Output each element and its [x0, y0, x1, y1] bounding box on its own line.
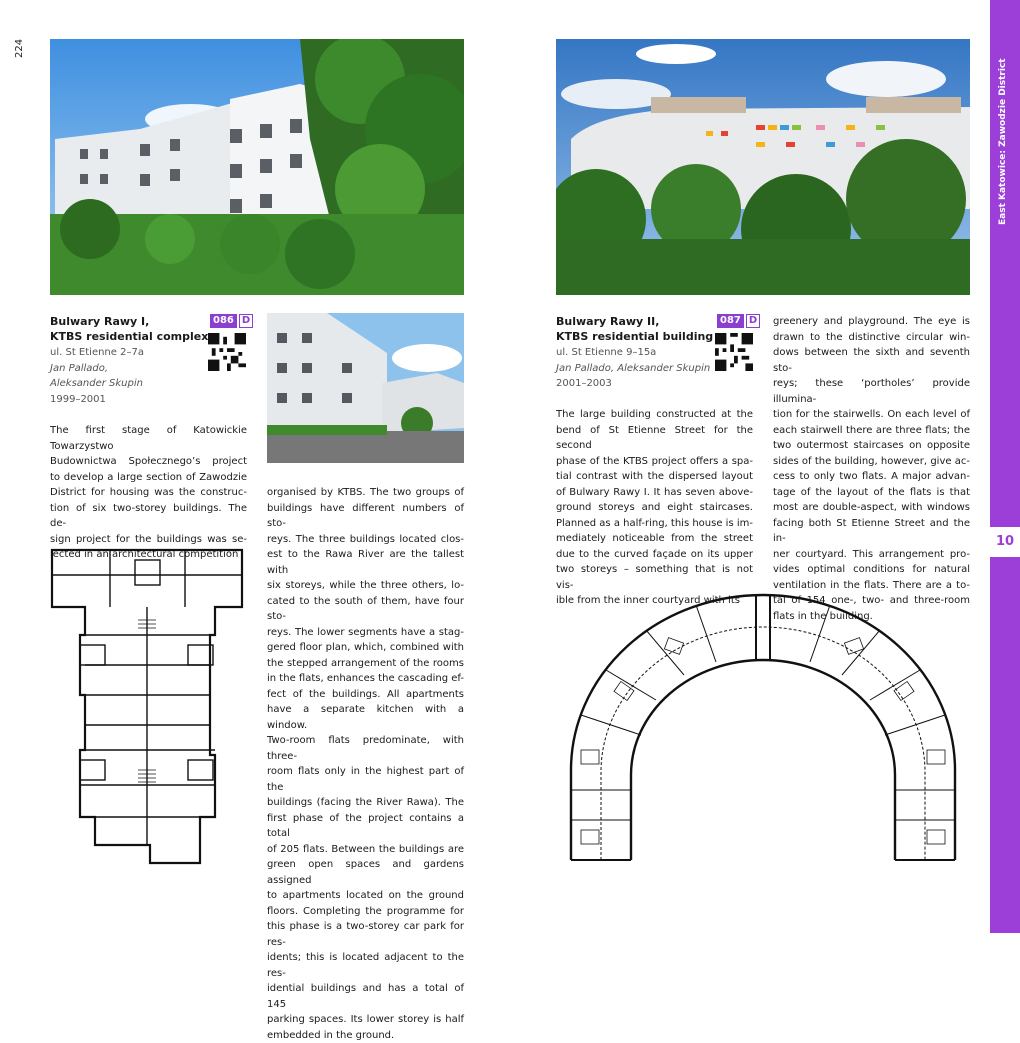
entry087-text-col2-line: tage of the layout of the flats is that [773, 485, 970, 501]
entry-086-architect-1: Jan Pallado, [50, 361, 200, 377]
entry086-text-col1-line: District for housing was the construc- [50, 485, 247, 501]
entry086-text-col2-line: of 205 flats. Between the buildings are [267, 842, 464, 858]
entry086-text-col2-line: this phase is a two-storey car park for res- [267, 919, 464, 950]
entry-086-meta [50, 345, 200, 407]
entry087-text-col2-line: tion for the stairwells. On each level of [773, 407, 970, 423]
entry-087-badge [717, 314, 760, 328]
entry086-text-col2-line: six storeys, while the three others, lo- [267, 578, 464, 594]
entry086-text-col2-line: buildings have different numbers of sto- [267, 501, 464, 532]
floor-plan-bulwary-rawy-ii [556, 590, 970, 865]
entry-087-number: 087 [717, 314, 744, 328]
entry087-text-col2-line: each stairwell there are three flats; the [773, 423, 970, 439]
entry086-text-col2-line: idential buildings and has a total of 145 [267, 981, 464, 1012]
entry086-text-col2-line: est to the Rawa River are the tallest with [267, 547, 464, 578]
entry-086-text-col1 [50, 423, 247, 563]
entry-087-meta [556, 345, 716, 392]
page-number-left: 224 [14, 39, 25, 58]
entry087-text-col1-line: The large building constructed at the [556, 407, 753, 423]
entry086-text-col2-line: organised by KTBS. The two groups of [267, 485, 464, 501]
entry087-text-col2-line: flats in the building. [773, 609, 970, 625]
entry087-text-col2-line: cess to only two flats. A major advan- [773, 469, 970, 485]
entry086-text-col2-line: Two-room flats predominate, with three- [267, 733, 464, 764]
chapter-number: 10 [990, 527, 1020, 557]
entry086-text-col2-line: idents; this is located adjacent to the res- [267, 950, 464, 981]
entry087-text-col1-line: of Bulwary Rawy I. It has seven above- [556, 485, 753, 501]
entry-086-qr-code[interactable] [208, 333, 246, 371]
entry087-text-col2-line: vides optimal conditions for natural [773, 562, 970, 578]
entry086-text-col2-line: first phase of the project contains a total [267, 811, 464, 842]
entry-086-district-letter: D [239, 314, 253, 328]
photo-bulwary-rawy-i-street [267, 313, 464, 463]
photo-bulwary-rawy-ii [556, 39, 970, 295]
entry-086-address: ul. St Etienne 2–7a [50, 345, 200, 361]
entry-086-badge [210, 314, 253, 328]
entry087-text-col1-line: Planned as a half-ring, this house is im- [556, 516, 753, 532]
entry087-text-col1-line: two storeys – something that is not vis- [556, 562, 753, 593]
entry-087-address: ul. St Etienne 9–15a [556, 345, 716, 361]
entry087-text-col1-line: tial contrast with the dispersed layout [556, 469, 753, 485]
entry-087-title-line1: Bulwary Rawy II, [556, 314, 716, 329]
entry087-text-col2-line: tal of 154 one-, two- and three-room [773, 593, 970, 609]
entry-086-text-col2 [267, 485, 464, 1043]
entry087-text-col1-line: bend of St Etienne Street for the second [556, 423, 753, 454]
entry087-text-col2-line: most are double-aspect, with windows [773, 500, 970, 516]
entry086-text-col2-line: have a separate kitchen with a window. [267, 702, 464, 733]
entry087-text-col2-line: facing both St Etienne Street and the in- [773, 516, 970, 547]
entry086-text-col2-line: cated to the south of them, have four sto- [267, 594, 464, 625]
entry-086-number: 086 [210, 314, 237, 328]
entry087-text-col2-line: drawn to the distinctive circular win- [773, 330, 970, 346]
entry-087-district-letter: D [746, 314, 760, 328]
entry-086-years: 1999–2001 [50, 392, 200, 408]
entry087-text-col1-line: mediately noticeable from the street [556, 531, 753, 547]
entry086-text-col1-line: The first stage of Katowickie Towarzystwo [50, 423, 247, 454]
entry-087-title [556, 314, 716, 344]
entry-087-architects: Jan Pallado, Aleksander Skupin [556, 361, 716, 377]
entry086-text-col2-line: buildings (facing the River Rawa). The [267, 795, 464, 811]
entry-086-title-line2: KTBS residential complex [50, 329, 210, 344]
floor-plan-bulwary-rawy-i [50, 545, 246, 865]
entry086-text-col2-line: reys. The three buildings located clos- [267, 532, 464, 548]
entry086-text-col2-line: in the flats, enhances the cascading ef- [267, 671, 464, 687]
entry086-text-col2-line: gered floor plan, which, combined with [267, 640, 464, 656]
entry086-text-col2-line: the stepped arrangement of the rooms [267, 656, 464, 672]
entry-086-title-line1: Bulwary Rawy I, [50, 314, 210, 329]
sidebar-section-title: East Katowice: Zawodzie District [998, 58, 1008, 225]
entry-086-architect-2: Aleksander Skupin [50, 376, 200, 392]
entry086-text-col2-line: room flats only in the highest part of the [267, 764, 464, 795]
entry086-text-col2-line: parking spaces. Its lower storey is half [267, 1012, 464, 1028]
entry-087-text-col2 [773, 314, 970, 624]
entry086-text-col1-line: tion of six two-storey buildings. The de- [50, 501, 247, 532]
entry086-text-col2-line: floors. Completing the programme for [267, 904, 464, 920]
entry-087-title-line2: KTBS residential building [556, 329, 716, 344]
entry-087-text-col1 [556, 407, 753, 609]
entry087-text-col1-line: phase of the KTBS project offers a spa- [556, 454, 753, 470]
entry086-text-col2-line: embedded in the ground. [267, 1028, 464, 1043]
entry087-text-col2-line: ner courtyard. This arrangement pro- [773, 547, 970, 563]
entry086-text-col1-line: sign project for the buildings was se- [50, 532, 247, 548]
entry086-text-col2-line: green open spaces and gardens assigned [267, 857, 464, 888]
entry087-text-col1-line: ground storeys and eight staircases. [556, 500, 753, 516]
entry086-text-col1-line: Budownictwa Społecznego’s project [50, 454, 247, 470]
entry-086-title [50, 314, 210, 344]
entry087-text-col2-line: ventilation in the flats. There are a to- [773, 578, 970, 594]
entry087-text-col2-line: greenery and playground. The eye is [773, 314, 970, 330]
entry-087-years: 2001–2003 [556, 376, 716, 392]
entry-087-qr-code[interactable] [715, 333, 753, 371]
entry087-text-col2-line: two outermost staircases on opposite [773, 438, 970, 454]
entry086-text-col2-line: fect of the buildings. All apartments [267, 687, 464, 703]
entry086-text-col2-line: reys. The lower segments have a stag- [267, 625, 464, 641]
entry087-text-col2-line: sides of the building, however, give ac- [773, 454, 970, 470]
entry086-text-col1-line: to develop a large section of Zawodzie [50, 470, 247, 486]
entry087-text-col1-line: ible from the inner courtyard with its [556, 593, 753, 609]
entry087-text-col2-line: dows between the sixth and seventh sto- [773, 345, 970, 376]
photo-bulwary-rawy-i [50, 39, 464, 295]
entry087-text-col1-line: due to the curved façade on its upper [556, 547, 753, 563]
entry086-text-col2-line: to apartments located on the ground [267, 888, 464, 904]
entry086-text-col1-line: lected in an architectural competition [50, 547, 247, 563]
entry087-text-col2-line: reys; these ‘portholes’ provide illumina- [773, 376, 970, 407]
